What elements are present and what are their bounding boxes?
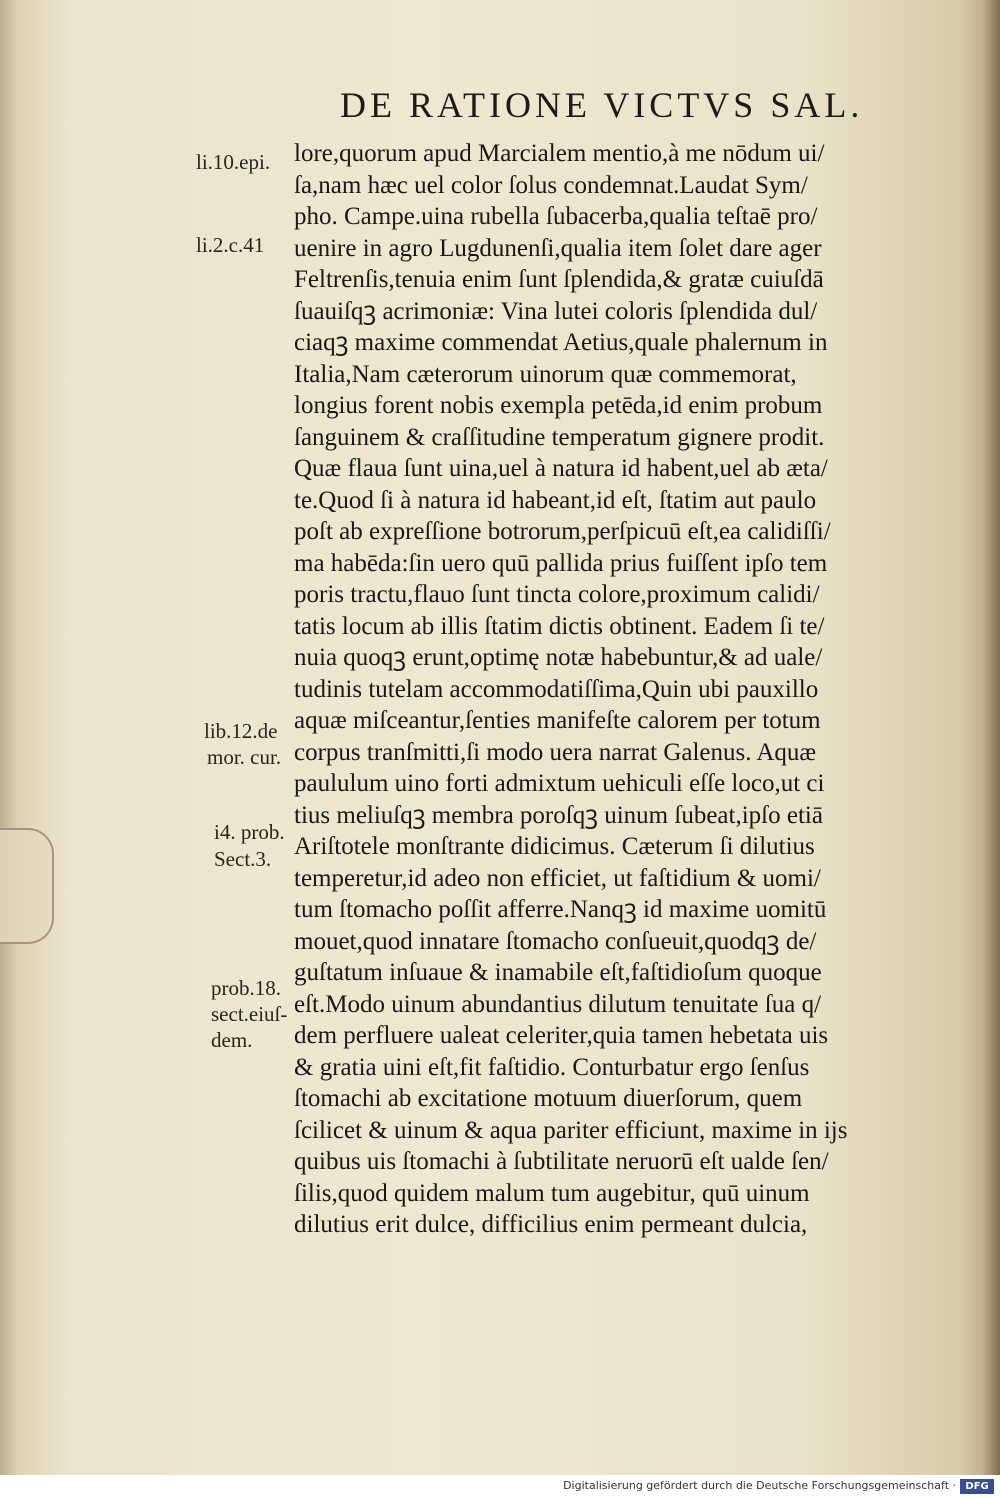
- margin-note: mor. cur.: [207, 745, 282, 769]
- text-line: guſtatum inſuaue & inamabile eſt,faſtidioſum quoque: [294, 959, 822, 986]
- text-line: ſtomachi ab excitatione motuum diuerſorum, quem: [294, 1085, 803, 1112]
- text-line: Feltrenſis,tenuia enim ſunt ſplendida,& gratæ cuiuſdā: [294, 266, 824, 293]
- margin-note: Sect.3.: [214, 847, 272, 871]
- text-line: ciaqꝫ maxime commendat Aetius,quale phalernum in: [294, 329, 828, 356]
- margin-note: prob.18.: [211, 976, 281, 1000]
- text-line: tudinis tutelam accommodatiſſima,Quin ubi pauxillo: [294, 675, 819, 703]
- body-text: [294, 138, 934, 1241]
- text-line: Ariſtotele monſtrante didicimus. Cæterum ſi dilutius: [294, 833, 815, 860]
- text-line: pho. Campe.uina rubella ſubacerba,qualia teſtaē pro/: [294, 203, 818, 230]
- binding-clip: [0, 828, 54, 944]
- text-line: ſanguinem & craſſitudine temperatum gignere prodit.: [294, 423, 825, 451]
- text-line: nuia quoqꝫ erunt,optimę notæ habebuntur,& ad uale/: [294, 644, 823, 671]
- margin-note: sect.eiuſ-: [211, 1002, 288, 1026]
- text-line: uenire in agro Lugdunenſi,qualia item ſolet dare ager: [294, 234, 822, 262]
- text-line: dem perfluere ualeat celeriter,quia tamen hebetata uis: [294, 1022, 829, 1049]
- running-header: DE RATIONE VICTVS SAL.: [340, 85, 864, 125]
- footer-credit: Digitalisierung gefördert durch die Deutsche Forschungsgemeinschaft ·: [563, 1479, 956, 1492]
- text-line: Quæ flaua ſunt uina,uel à natura id habent,uel ab æta/: [294, 455, 828, 482]
- text-line: aquæ miſceantur,ſenties manifeſte calorem per totum: [294, 707, 821, 734]
- text-line: poſt ab expreſſione botrorum,perſpicuū eſt,ea calidiſſi/: [294, 518, 831, 545]
- text-line: & gratia uini eſt,fit faſtidio. Conturbatur ergo ſenſus: [294, 1053, 810, 1081]
- text-line: tum ſtomacho poſſit afferre.Nanqꝫ id maxime uomitū: [294, 896, 827, 923]
- digitization-footer: [0, 1475, 1000, 1498]
- text-line: tius meliuſqꝫ membra poroſqꝫ uinum ſubeat,ipſo etiā: [294, 801, 823, 829]
- text-line: ſuauiſqꝫ acrimoniæ: Vina lutei coloris ſplendida dul/: [294, 297, 818, 325]
- text-line: lore,quorum apud Marcialem mentio,à me nōdum ui/: [294, 140, 825, 167]
- text-line: longius forent nobis exempla petēda,id enim probum: [294, 392, 823, 419]
- text-line: te.Quod ſi à natura id habeant,id eſt, ſtatim aut paulo: [294, 486, 817, 514]
- text-line: dilutius erit dulce, difficilius enim permeant dulcia,: [294, 1211, 808, 1238]
- text-line: ſa,nam hæc uel color ſolus condemnat.Laudat Sym/: [294, 171, 808, 199]
- text-line: paululum uino forti admixtum uehiculi eſſe loco,ut ci: [294, 770, 825, 797]
- text-line: quibus uis ſtomachi à ſubtilitate neruorū eſt ualde ſen/: [294, 1148, 829, 1175]
- text-line: ſilis,quod quidem malum tum augebitur, quū uinum: [294, 1179, 810, 1207]
- margin-note: li.10.epi.: [196, 150, 271, 174]
- text-line: ma habēda:ſin uero quū pallida prius fuiſſent ipſo tem: [294, 549, 828, 577]
- text-line: tatis locum ab illis ſtatim dictis obtinent. Eadem ſi te/: [294, 612, 825, 640]
- text-line: temperetur,id adeo non efficiet, ut faſtidium & uomi/: [294, 864, 821, 892]
- text-line: ſcilicet & uinum & aqua pariter efficiunt, maxime in ĳs: [294, 1116, 848, 1144]
- margin-note: li.2.c.41: [196, 233, 265, 257]
- page-edge: [0, 0, 16, 1475]
- text-line: poris tractu,flauo ſunt tincta colore,proximum calidi/: [294, 581, 820, 608]
- gutter-shadow: [982, 0, 1000, 1475]
- dfg-logo: DFG: [960, 1479, 994, 1494]
- text-line: eſt.Modo uinum abundantius dilutum tenuitate ſua q/: [294, 990, 822, 1018]
- margin-note: dem.: [211, 1028, 253, 1052]
- text-line: corpus tranſmitti,ſi modo uera narrat Galenus. Aquæ: [294, 738, 817, 766]
- text-line: mouet,quod innatare ſtomacho conſueuit,quodqꝫ de/: [294, 927, 817, 955]
- margin-note: i4. prob.: [214, 820, 285, 844]
- text-line: Italia,Nam cæterorum uinorum quæ commemorat,: [294, 360, 797, 388]
- margin-note: lib.12.de: [204, 719, 278, 743]
